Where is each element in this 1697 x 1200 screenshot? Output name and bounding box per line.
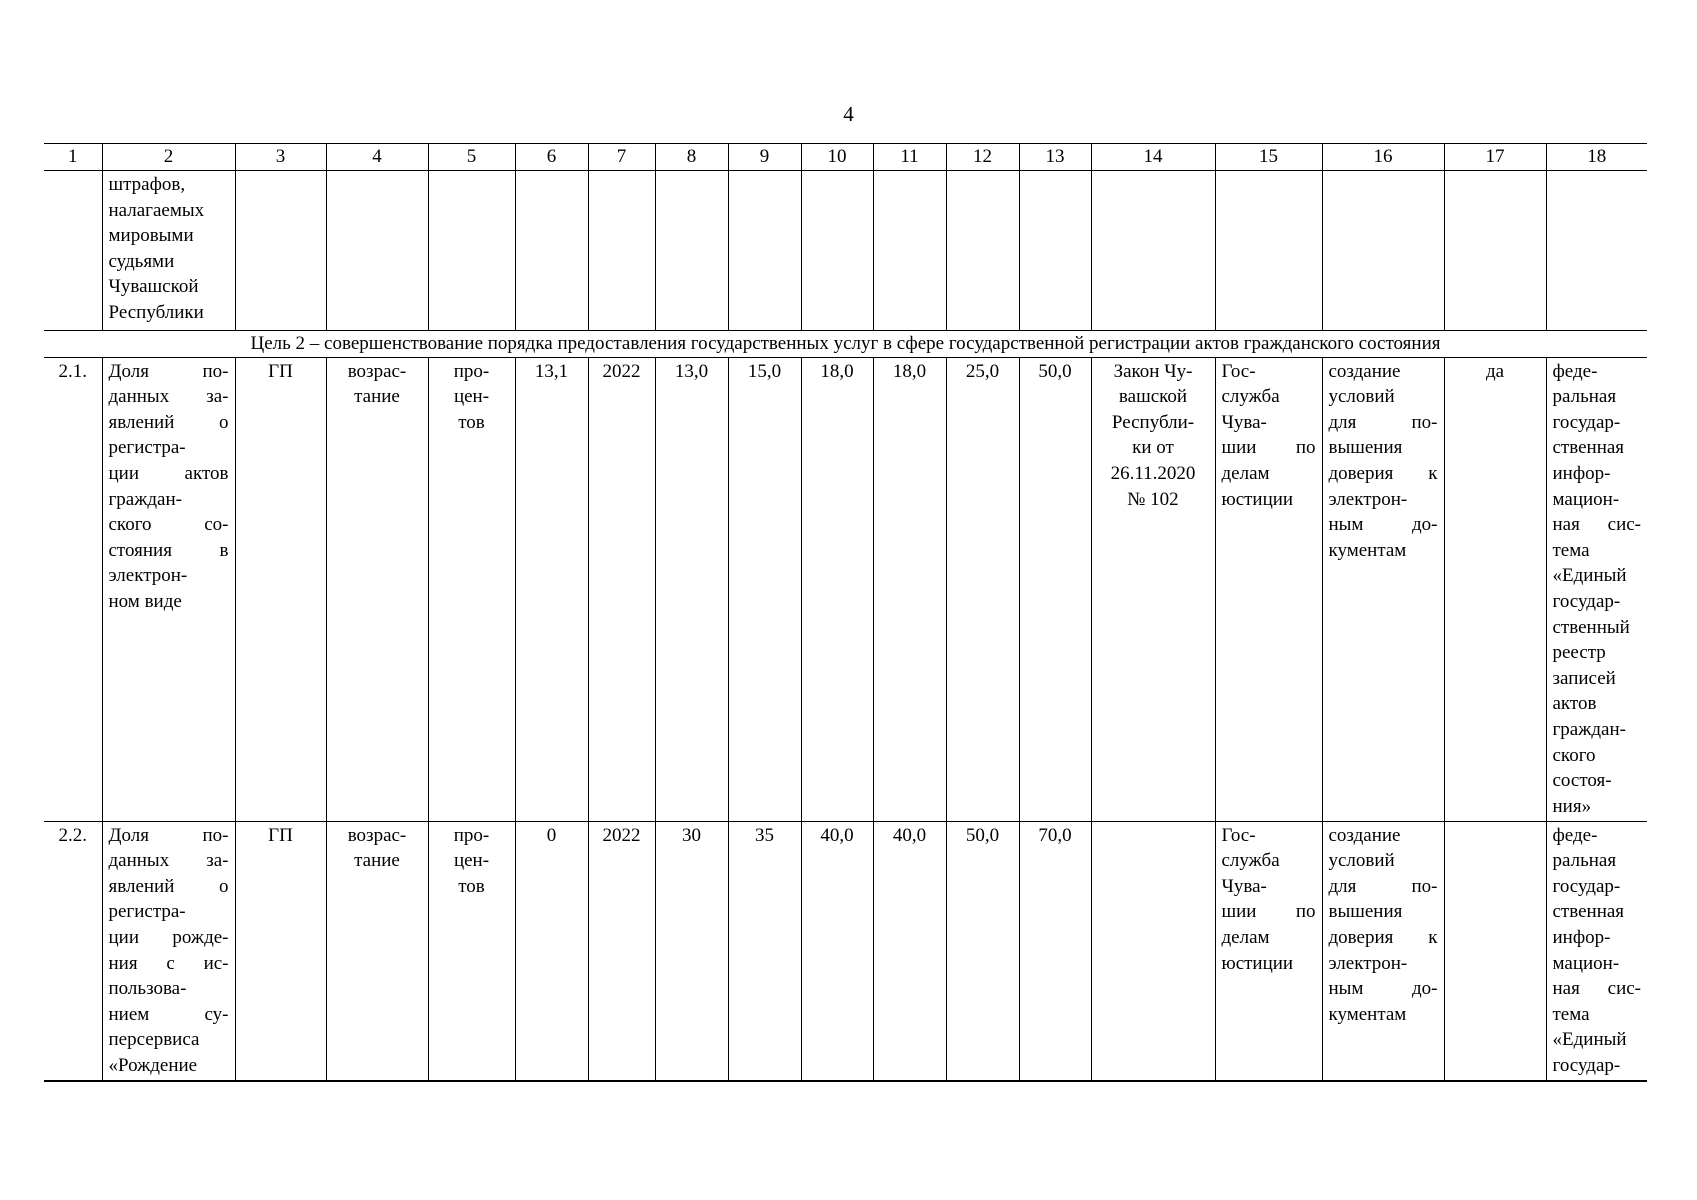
base-value: 13,1 [515, 357, 588, 821]
cell-line: Чувашской [108, 276, 199, 298]
trend [326, 821, 428, 1081]
cell-line: тема [1552, 539, 1590, 561]
cell-line: ки от [1132, 437, 1174, 459]
goal-link [1322, 821, 1444, 1081]
cell-line: юстиции [1221, 488, 1294, 510]
cell-line: ции рожде- [108, 926, 229, 948]
cell-line: шии по [1221, 901, 1316, 923]
cell-line: вышения [1328, 901, 1403, 923]
column-number: 18 [1546, 144, 1647, 171]
cell-line: доверия к [1328, 926, 1438, 948]
cell-line: судьями [108, 250, 175, 272]
cell-line: возрас- [347, 360, 407, 382]
cell-line: ном виде [108, 590, 182, 612]
indicator-name [102, 357, 235, 821]
cell-line: явлений о [108, 411, 229, 433]
cell-line: тема [1552, 1003, 1590, 1025]
cell-line: мацион- [1552, 488, 1620, 510]
cell-line: Доля по- [108, 824, 229, 846]
flag: да [1444, 357, 1546, 821]
cell-line: ным до- [1328, 978, 1438, 1000]
row-number: 2.1. [44, 357, 102, 821]
column-number: 2 [102, 144, 235, 171]
cell-line: актов [1552, 693, 1597, 715]
cell-line: феде- [1552, 824, 1598, 846]
base-value: 0 [515, 821, 588, 1081]
value-col-11: 40,0 [873, 821, 946, 1081]
value-col-8: 13,0 [655, 357, 728, 821]
cell-line: условий [1328, 850, 1395, 872]
cell-line: ского со- [108, 514, 229, 536]
cell-line: Гос- [1221, 360, 1256, 382]
cell-line: тание [354, 386, 400, 408]
cell-line: доверия к [1328, 462, 1438, 484]
column-numbers-row [44, 144, 1647, 171]
column-number: 11 [873, 144, 946, 171]
cell-line: налагаемых [108, 199, 205, 221]
cell-line: мировыми [108, 225, 194, 247]
cell-line: возрас- [347, 824, 407, 846]
cell-line: кументам [1328, 1003, 1407, 1025]
column-number: 1 [44, 144, 102, 171]
goal-link [1322, 357, 1444, 821]
cell-line: делам [1221, 462, 1270, 484]
cell-line: электрон- [1328, 952, 1408, 974]
column-number: 3 [235, 144, 326, 171]
cell-line: стояния в [108, 539, 229, 561]
cell-line: регистра- [108, 901, 186, 923]
cell-line: про- [453, 360, 490, 382]
row-number: 2.2. [44, 821, 102, 1081]
cell-line: ского [1552, 744, 1596, 766]
indicators-table [44, 143, 1647, 1082]
unit [428, 357, 515, 821]
cell-line: цен- [453, 850, 490, 872]
cell-line: Закон Чу- [1113, 360, 1193, 382]
flag [1444, 821, 1546, 1081]
cell-line: служба [1221, 850, 1280, 872]
info-system [1546, 357, 1647, 821]
cell-line: состоя- [1552, 770, 1612, 792]
cell-line: тов [458, 875, 485, 897]
cell-line: ственный [1552, 616, 1630, 638]
cell-line: ральная [1552, 386, 1617, 408]
cell-line: инфор- [1552, 926, 1611, 948]
unit [428, 821, 515, 1081]
value-col-9: 15,0 [728, 357, 801, 821]
column-number: 9 [728, 144, 801, 171]
cell-line: ственная [1552, 437, 1625, 459]
cell-line: условий [1328, 386, 1395, 408]
column-number: 5 [428, 144, 515, 171]
cell-line: государ- [1552, 875, 1621, 897]
column-number: 7 [588, 144, 655, 171]
cell-line: нием су- [108, 1003, 229, 1025]
cell-line: «Единый [1552, 1029, 1627, 1051]
cell-line: создание [1328, 360, 1401, 382]
cell-line: граждан- [1552, 718, 1626, 740]
cell-line: государ- [1552, 590, 1621, 612]
cell-line: тов [458, 411, 485, 433]
cell-line: ции актов [108, 462, 229, 484]
cell-line: записей [1552, 667, 1616, 689]
indicator-type: ГП [235, 821, 326, 1081]
cell-line: Гос- [1221, 824, 1256, 846]
trend [326, 357, 428, 821]
table-row [44, 357, 1647, 821]
cell-line: «Рождение [108, 1054, 198, 1076]
cell-line: Доля по- [108, 360, 229, 382]
cell-line: для по- [1328, 411, 1438, 433]
base-year: 2022 [588, 821, 655, 1081]
goal-2-heading: Цель 2 – совершенствование порядка предоставления государственных услуг в сфере государственной регистрации актов гражданского состояния [44, 331, 1647, 358]
indicator-type: ГП [235, 357, 326, 821]
cell-line: ная сис- [1552, 978, 1641, 1000]
cell-line: шии по [1221, 437, 1316, 459]
cell-line: Чува- [1221, 875, 1267, 897]
cell-line: явлений о [108, 875, 229, 897]
column-number: 12 [946, 144, 1019, 171]
value-col-10: 40,0 [801, 821, 873, 1081]
cell-line: ная сис- [1552, 514, 1641, 536]
value-col-12: 25,0 [946, 357, 1019, 821]
cell-line: граждан- [108, 488, 182, 510]
cell-line: электрон- [1328, 488, 1408, 510]
page-number: 4 [843, 102, 854, 126]
cell-line: Республики [108, 301, 204, 323]
cell-line: про- [453, 824, 490, 846]
cell-line: инфор- [1552, 462, 1611, 484]
cell-line: «Единый [1552, 565, 1627, 587]
cell-line: № 102 [1127, 488, 1179, 510]
cell-line: для по- [1328, 875, 1438, 897]
base-year: 2022 [588, 357, 655, 821]
cell-line: цен- [453, 386, 490, 408]
column-number: 15 [1215, 144, 1322, 171]
cell-line: вышения [1328, 437, 1403, 459]
cell-line: Республи- [1111, 411, 1195, 433]
cell-line: тание [354, 850, 400, 872]
column-number: 14 [1091, 144, 1215, 171]
column-number: 13 [1019, 144, 1091, 171]
info-system [1546, 821, 1647, 1081]
cell-line: создание [1328, 824, 1401, 846]
value-col-13: 70,0 [1019, 821, 1091, 1081]
column-number: 6 [515, 144, 588, 171]
cell-line: вашской [1118, 386, 1188, 408]
goal-row [44, 331, 1647, 358]
cell-line: 26.11.2020 [1110, 462, 1196, 484]
responsible-body [1215, 821, 1322, 1081]
indicator-name-continuation [102, 171, 235, 331]
cell-line: государ- [1552, 1054, 1621, 1076]
cell-line: мацион- [1552, 952, 1620, 974]
cell-line: ным до- [1328, 514, 1438, 536]
indicator-name [102, 821, 235, 1081]
value-col-12: 50,0 [946, 821, 1019, 1081]
cell-line: феде- [1552, 360, 1598, 382]
column-number: 10 [801, 144, 873, 171]
cell-line: персервиса [108, 1029, 200, 1051]
cell-line: ния с ис- [108, 952, 229, 974]
value-col-13: 50,0 [1019, 357, 1091, 821]
cell-line: юстиции [1221, 952, 1294, 974]
cell-line: ния» [1552, 795, 1592, 817]
value-col-10: 18,0 [801, 357, 873, 821]
value-col-9: 35 [728, 821, 801, 1081]
cell-line: реестр [1552, 642, 1606, 664]
cell-line: служба [1221, 386, 1280, 408]
cell-line: делам [1221, 926, 1270, 948]
cell-line: государ- [1552, 411, 1621, 433]
cell-line: данных за- [108, 386, 229, 408]
cell-line: кументам [1328, 539, 1407, 561]
cell-line: Чува- [1221, 411, 1267, 433]
legal-document [1091, 821, 1215, 1081]
cell-line: штрафов, [108, 174, 186, 195]
cell-line: пользова- [108, 978, 187, 1000]
cell-line: электрон- [108, 565, 188, 587]
legal-document [1091, 357, 1215, 821]
table-row [44, 821, 1647, 1081]
column-number: 17 [1444, 144, 1546, 171]
cell-line: регистра- [108, 437, 186, 459]
responsible-body [1215, 357, 1322, 821]
column-number: 8 [655, 144, 728, 171]
column-number: 4 [326, 144, 428, 171]
value-col-8: 30 [655, 821, 728, 1081]
cell-line: данных за- [108, 850, 229, 872]
column-number: 16 [1322, 144, 1444, 171]
cell-line: ственная [1552, 901, 1625, 923]
cell-line: ральная [1552, 850, 1617, 872]
continuation-row [44, 171, 1647, 331]
value-col-11: 18,0 [873, 357, 946, 821]
